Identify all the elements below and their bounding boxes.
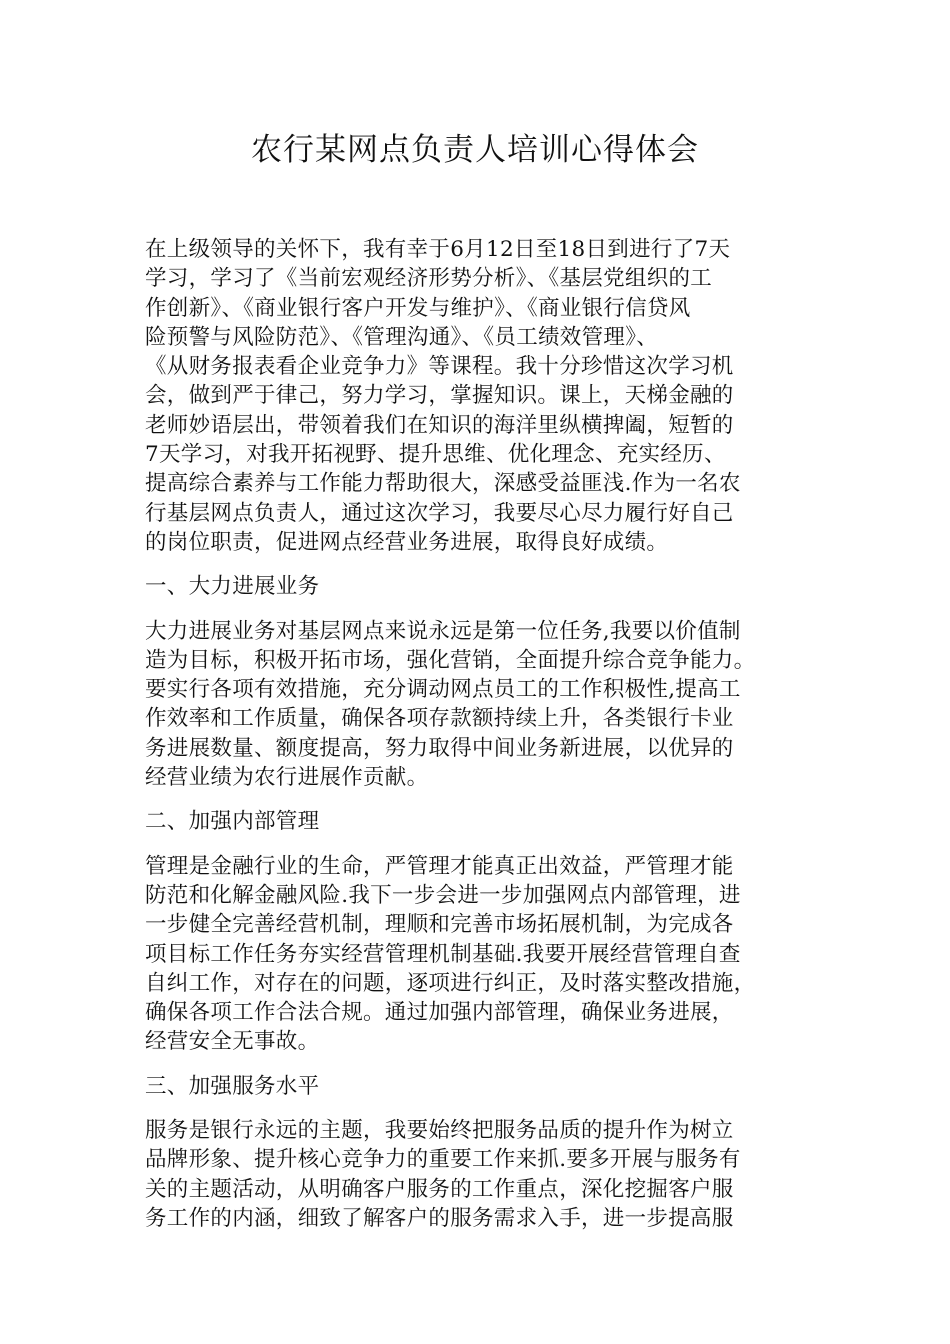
text-line: 防范和化解金融风险.我下一步会进一步加强网点内部管理，进 — [145, 882, 741, 908]
text-line: 经营业绩为农行进展作贡献。 — [145, 765, 429, 791]
text-line: 三、加强服务水平 — [145, 1073, 320, 1099]
text-line: 二、加强内部管理 — [145, 809, 320, 835]
text-line: 项目标工作任务夯实经营管理机制基础.我要开展经营管理自查 — [145, 941, 741, 967]
text-line: 经营安全无事故。 — [145, 1029, 320, 1055]
text-line: 品牌形象、提升核心竞争力的重要工作来抓.要多开展与服务有 — [145, 1147, 741, 1173]
text-line: 一步健全完善经营机制，理顺和完善市场拓展机制，为完成各 — [145, 912, 734, 938]
text-line: 务工作的内涵，细致了解客户的服务需求入手，进一步提高服 — [145, 1205, 734, 1231]
text-line: 作效率和工作质量，确保各项存款额持续上升，各类银行卡业 — [145, 706, 734, 732]
text-line: 一、大力进展业务 — [145, 574, 320, 600]
section-heading-1 — [145, 572, 805, 601]
text-line: 老师妙语层出，带领着我们在知识的海洋里纵横捭阖，短暂的 — [145, 412, 734, 438]
document-title: 农行某网点负责人培训心得体会 — [251, 132, 699, 168]
body-paragraph-4 — [145, 1116, 805, 1233]
text-line: 学习，学习了《当前宏观经济形势分析》、《基层党组织的工 — [145, 266, 713, 292]
text-line: 造为目标，积极开拓市场，强化营销，全面提升综合竞争能力。 — [145, 647, 756, 673]
text-line: 行基层网点负责人，通过这次学习，我要尽心尽力履行好自己 — [145, 500, 734, 526]
text-line: 要实行各项有效措施，充分调动网点员工的工作积极性,提高工 — [145, 677, 741, 703]
section-heading-2 — [145, 807, 805, 836]
body-paragraph-3 — [145, 852, 805, 1057]
text-line: 《从财务报表看企业竞争力》等课程。我十分珍惜这次学习机 — [145, 354, 734, 380]
text-line: 大力进展业务对基层网点来说永远是第一位任务,我要以价值制 — [145, 618, 741, 644]
text-line: 提高综合素养与工作能力帮助很大，深感受益匪浅.作为一名农 — [145, 471, 741, 497]
body-paragraph-2 — [145, 617, 805, 793]
text-line: 在上级领导的关怀下，我有幸于6月12日至18日到进行了7天 — [145, 237, 731, 262]
text-line: 作创新》、《商业银行客户开发与维护》、《商业银行信贷风 — [145, 295, 691, 321]
section-heading-3 — [145, 1072, 805, 1101]
text-line: 自纠工作，对存在的问题，逐项进行纠正，及时落实整改措施， — [145, 970, 756, 996]
text-line: 服务是银行永远的主题，我要始终把服务品质的提升作为树立 — [145, 1118, 734, 1144]
text-line: 务进展数量、额度提高，努力取得中间业务新进展，以优异的 — [145, 735, 734, 761]
text-line: 确保各项工作合法合规。通过加强内部管理，确保业务进展， — [145, 1000, 734, 1026]
body-paragraph-1 — [145, 235, 805, 557]
text-line: 的岗位职责，促进网点经营业务进展，取得良好成绩。 — [145, 529, 669, 555]
text-line: 关的主题活动，从明确客户服务的工作重点，深化挖掘客户服 — [145, 1176, 734, 1202]
text-line: 7天学习，对我开拓视野、提升思维、优化理念、充实经历、 — [145, 442, 726, 468]
document-body — [145, 235, 805, 1248]
text-line: 险预警与风险防范》、《管理沟通》、《员工绩效管理》、 — [145, 324, 659, 350]
text-line: 会，做到严于律己，努力学习，掌握知识。课上，天梯金融的 — [145, 383, 734, 409]
text-line: 管理是金融行业的生命，严管理才能真正出效益，严管理才能 — [145, 853, 734, 879]
